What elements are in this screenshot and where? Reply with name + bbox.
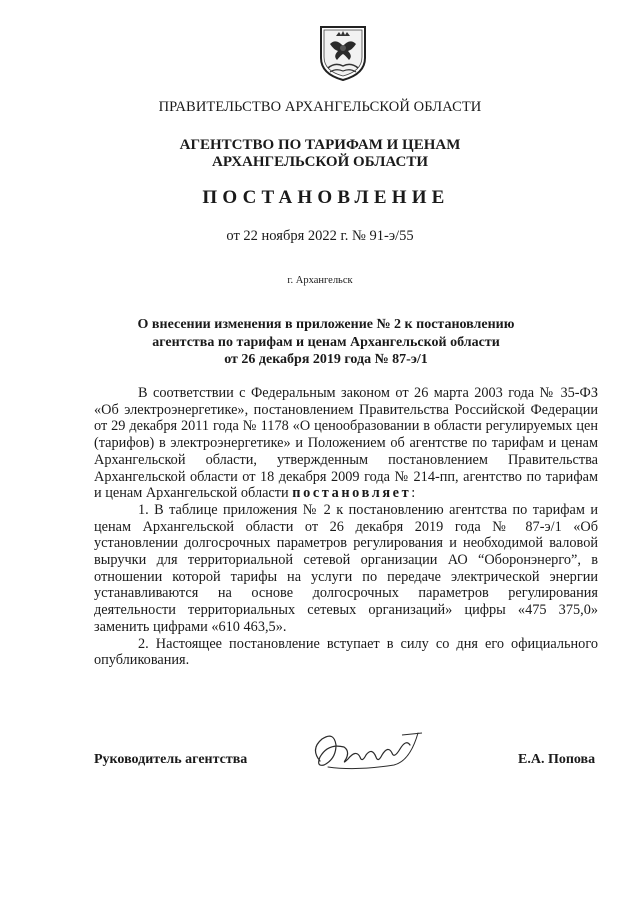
subject-line1: О внесении изменения в приложение № 2 к постановлению [137, 317, 515, 332]
resolves-colon: : [411, 485, 416, 502]
handwritten-signature [306, 727, 428, 781]
document-date-number: от 22 ноября 2022 г. № 91-э/55 [226, 228, 414, 244]
preamble-paragraph [94, 385, 598, 502]
government-title: ПРАВИТЕЛЬСТВО АРХАНГЕЛЬСКОЙ ОБЛАСТИ [158, 99, 482, 115]
agency-title [0, 137, 640, 171]
coat-of-arms-emblem [318, 24, 368, 82]
document-city: г. Архангельск [287, 275, 353, 286]
agency-title-line2: АРХАНГЕЛЬСКОЙ ОБЛАСТИ [212, 154, 428, 170]
subject-line3: от 26 декабря 2019 года № 87-э/1 [224, 352, 428, 367]
signatory-position: Руководитель агентства [94, 752, 248, 767]
document-type-heading: ПОСТАНОВЛЕНИЕ [202, 187, 450, 208]
document-body [94, 385, 598, 669]
agency-title-line1: АГЕНТСТВО ПО ТАРИФАМ И ЦЕНАМ [179, 137, 461, 153]
preamble-text: В соответствии с Федеральным законом от 26 марта 2003 года № 35-ФЗ «Об электроэнергетике», постановлением Правительства Российской Федерации от 29 декабря 2011 года № 1178 «О ценообразовании в области регулируемых цен (тарифов) в электроэнергетике» и Положением об агентстве по тарифам и ценам Архангельской области, утвержденным постановлением Правительства Архангельской области от 18 декабря 2009 года № 214-пп, агентство по тарифам и ценам Архангельской области [94, 385, 598, 502]
subject-line2: агентства по тарифам и ценам Архангельской области [152, 334, 500, 350]
document-subject [0, 316, 640, 369]
item-1-paragraph: 1. В таблице приложения № 2 к постановлению агентства по тарифам и ценам Архангельской области от 26 декабря 2019 года № 87-э/1 «Об установлении долгосрочных параметров регулирования и необходимой валовой выручки для территориальной сетевой организации АО “Оборонэнерго”, в отношении которой тарифы на услуги по передаче электрической энергии устанавливаются на основе долгосрочных параметров регулирования деятельности территориальных сетевых организаций» цифры «475 375,0» заменить цифрами «610 463,5». [94, 501, 598, 635]
signatory-name: Е.А. Попова [518, 752, 596, 767]
resolves-keyword: постановляет [292, 485, 412, 502]
item-2-paragraph: 2. Настоящее постановление вступает в силу со дня его официального опубликования. [94, 635, 598, 669]
